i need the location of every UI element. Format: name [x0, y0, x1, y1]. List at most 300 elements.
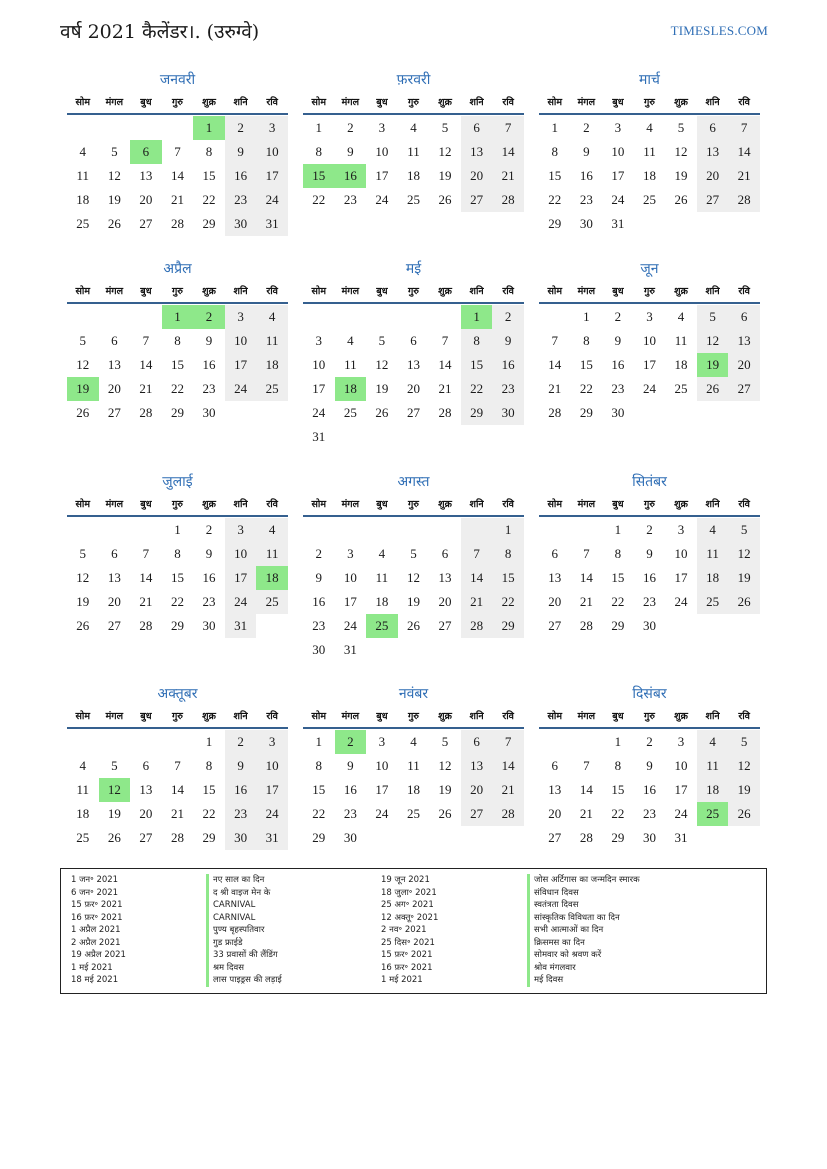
day-cell[interactable]: 17 [343, 594, 357, 609]
day-cell[interactable]: 8 [461, 329, 493, 353]
day-cell[interactable]: 6 [551, 758, 559, 773]
day-cell[interactable]: 12 [375, 357, 389, 372]
day-cell[interactable]: 19 [76, 594, 90, 609]
day-cell[interactable]: 23 [225, 188, 257, 212]
day-cell[interactable]: 27 [548, 830, 562, 845]
day-cell[interactable]: 25 [76, 216, 90, 231]
day-cell[interactable]: 14 [461, 566, 493, 590]
day-cell[interactable]: 22 [611, 594, 625, 609]
day-cell[interactable]: 12 [107, 168, 121, 183]
day-cell[interactable]: 8 [205, 758, 213, 773]
day-cell[interactable]: 9 [205, 333, 213, 348]
day-cell[interactable]: 8 [174, 333, 181, 348]
day-cell[interactable]: 16 [225, 778, 257, 802]
day-cell[interactable]: 24 [256, 802, 288, 826]
day-cell[interactable]: 6 [111, 333, 118, 348]
day-cell[interactable]: 31 [256, 212, 288, 236]
day-cell[interactable]: 30 [225, 212, 257, 236]
day-cell[interactable]: 21 [579, 594, 593, 609]
day-cell[interactable]: 10 [343, 570, 357, 585]
day-cell[interactable]: 4 [378, 546, 386, 561]
day-cell[interactable]: 17 [642, 357, 656, 372]
day-cell[interactable]: 10 [375, 144, 389, 159]
day-cell[interactable]: 5 [378, 333, 386, 348]
day-cell[interactable]: 28 [139, 405, 153, 420]
day-cell[interactable]: 21 [492, 164, 524, 188]
day-cell[interactable]: 3 [256, 116, 288, 140]
day-cell[interactable]: 22 [170, 594, 184, 609]
day-cell[interactable]: 21 [438, 381, 452, 396]
day-cell[interactable]: 24 [225, 590, 257, 614]
day-cell[interactable]: 15 [202, 168, 216, 183]
day-cell[interactable]: 12 [728, 542, 760, 566]
day-cell[interactable]: 20 [548, 806, 562, 821]
day-cell[interactable]: 27 [461, 802, 493, 826]
day-cell[interactable]: 19 [375, 381, 389, 396]
day-cell[interactable]: 5 [697, 305, 729, 329]
day-cell[interactable]: 11 [375, 570, 389, 585]
day-cell[interactable]: 13 [697, 140, 729, 164]
day-cell[interactable]: 6 [728, 305, 760, 329]
day-cell[interactable]: 25 [406, 806, 420, 821]
day-cell[interactable]: 20 [461, 164, 493, 188]
day-cell[interactable]: 26 [406, 618, 420, 633]
day-cell[interactable]: 29 [611, 618, 625, 633]
day-cell[interactable]: 17 [225, 566, 257, 590]
day-cell[interactable]: 6 [461, 730, 493, 754]
day-cell[interactable]: 25 [697, 802, 729, 826]
day-cell[interactable]: 18 [256, 353, 288, 377]
day-cell[interactable]: 14 [548, 357, 562, 372]
day-cell[interactable]: 10 [642, 333, 656, 348]
day-cell[interactable]: 26 [728, 590, 760, 614]
day-cell[interactable]: 11 [256, 329, 288, 353]
day-cell[interactable]: 31 [256, 826, 288, 850]
day-cell[interactable]: 17 [674, 570, 688, 585]
day-cell[interactable]: 9 [646, 546, 653, 561]
day-cell[interactable]: 4 [347, 333, 354, 348]
day-cell[interactable]: 30 [343, 830, 357, 845]
day-cell[interactable]: 17 [225, 353, 257, 377]
day-cell[interactable]: 1 [614, 734, 622, 749]
day-cell[interactable]: 4 [256, 518, 288, 542]
day-cell[interactable]: 14 [492, 754, 524, 778]
day-cell[interactable]: 10 [375, 758, 389, 773]
day-cell[interactable]: 9 [492, 329, 524, 353]
day-cell[interactable]: 18 [256, 566, 288, 590]
day-cell[interactable]: 16 [492, 353, 524, 377]
day-cell[interactable]: 10 [674, 546, 688, 561]
day-cell[interactable]: 11 [407, 144, 420, 159]
day-cell[interactable]: 6 [410, 333, 417, 348]
day-cell[interactable]: 24 [674, 594, 688, 609]
day-cell[interactable]: 2 [646, 734, 653, 749]
day-cell[interactable]: 24 [611, 192, 625, 207]
day-cell[interactable]: 25 [256, 590, 288, 614]
day-cell[interactable]: 9 [583, 144, 590, 159]
day-cell[interactable]: 1 [614, 522, 622, 537]
day-cell[interactable]: 25 [406, 192, 420, 207]
day-cell[interactable]: 16 [579, 168, 593, 183]
day-cell[interactable]: 29 [461, 401, 493, 425]
day-cell[interactable]: 19 [67, 377, 99, 401]
day-cell[interactable]: 20 [107, 594, 121, 609]
day-cell[interactable]: 19 [728, 778, 760, 802]
brand-link[interactable]: TIMESLES.COM [670, 23, 768, 38]
day-cell[interactable]: 16 [335, 164, 367, 188]
day-cell[interactable]: 20 [548, 594, 562, 609]
day-cell[interactable]: 28 [728, 188, 760, 212]
day-cell[interactable]: 9 [225, 754, 257, 778]
day-cell[interactable]: 4 [79, 144, 87, 159]
day-cell[interactable]: 24 [642, 381, 656, 396]
day-cell[interactable]: 28 [579, 830, 593, 845]
day-cell[interactable]: 8 [583, 333, 590, 348]
day-cell[interactable]: 19 [107, 806, 121, 821]
day-cell[interactable]: 7 [492, 116, 524, 140]
day-cell[interactable]: 1 [205, 734, 213, 749]
day-cell[interactable]: 4 [256, 305, 288, 329]
day-cell[interactable]: 30 [579, 216, 593, 231]
day-cell[interactable]: 30 [642, 830, 656, 845]
day-cell[interactable]: 29 [170, 618, 184, 633]
day-cell[interactable]: 3 [614, 120, 622, 135]
day-cell[interactable]: 31 [343, 642, 357, 657]
day-cell[interactable]: 19 [728, 566, 760, 590]
day-cell[interactable]: 22 [611, 806, 625, 821]
day-cell[interactable]: 15 [579, 357, 593, 372]
day-cell[interactable]: 7 [142, 546, 150, 561]
day-cell[interactable]: 14 [438, 357, 452, 372]
day-cell[interactable]: 18 [697, 566, 729, 590]
day-cell[interactable]: 3 [225, 305, 257, 329]
day-cell[interactable]: 7 [583, 546, 590, 561]
day-cell[interactable]: 5 [728, 518, 760, 542]
day-cell[interactable]: 2 [646, 522, 653, 537]
day-cell[interactable]: 27 [461, 188, 493, 212]
day-cell[interactable]: 24 [375, 192, 389, 207]
day-cell[interactable]: 4 [697, 730, 729, 754]
day-cell[interactable]: 29 [579, 405, 593, 420]
day-cell[interactable]: 13 [406, 357, 420, 372]
day-cell[interactable]: 14 [579, 782, 593, 797]
day-cell[interactable]: 5 [441, 120, 449, 135]
day-cell[interactable]: 5 [111, 144, 118, 159]
day-cell[interactable]: 21 [139, 381, 153, 396]
day-cell[interactable]: 23 [343, 192, 357, 207]
day-cell[interactable]: 22 [492, 590, 524, 614]
day-cell[interactable]: 22 [312, 806, 326, 821]
day-cell[interactable]: 8 [315, 758, 323, 773]
day-cell[interactable]: 2 [583, 120, 590, 135]
day-cell[interactable]: 9 [347, 758, 354, 773]
day-cell[interactable]: 26 [76, 405, 90, 420]
day-cell[interactable]: 26 [438, 806, 452, 821]
day-cell[interactable]: 29 [611, 830, 625, 845]
day-cell[interactable]: 23 [579, 192, 593, 207]
day-cell[interactable]: 14 [579, 570, 593, 585]
day-cell[interactable]: 10 [312, 357, 326, 372]
day-cell[interactable]: 13 [107, 570, 121, 585]
day-cell[interactable]: 25 [76, 830, 90, 845]
day-cell[interactable]: 3 [677, 734, 685, 749]
day-cell[interactable]: 9 [225, 140, 257, 164]
day-cell[interactable]: 18 [335, 377, 367, 401]
day-cell[interactable]: 23 [642, 806, 656, 821]
day-cell[interactable]: 8 [551, 144, 559, 159]
day-cell[interactable]: 3 [646, 309, 653, 324]
day-cell[interactable]: 23 [225, 802, 257, 826]
day-cell[interactable]: 23 [611, 381, 625, 396]
day-cell[interactable]: 22 [312, 192, 326, 207]
day-cell[interactable]: 27 [438, 618, 452, 633]
day-cell[interactable]: 29 [170, 405, 184, 420]
day-cell[interactable]: 5 [677, 120, 685, 135]
day-cell[interactable]: 21 [728, 164, 760, 188]
day-cell[interactable]: 1 [193, 116, 225, 140]
day-cell[interactable]: 26 [697, 377, 729, 401]
day-cell[interactable]: 22 [548, 192, 562, 207]
day-cell[interactable]: 20 [139, 806, 153, 821]
day-cell[interactable]: 17 [375, 168, 389, 183]
day-cell[interactable]: 23 [642, 594, 656, 609]
day-cell[interactable]: 18 [76, 806, 90, 821]
day-cell[interactable]: 2 [193, 305, 225, 329]
day-cell[interactable]: 26 [76, 618, 90, 633]
day-cell[interactable]: 1 [315, 734, 323, 749]
day-cell[interactable]: 18 [642, 168, 656, 183]
day-cell[interactable]: 28 [139, 618, 153, 633]
day-cell[interactable]: 22 [461, 377, 493, 401]
day-cell[interactable]: 17 [256, 164, 288, 188]
day-cell[interactable]: 22 [579, 381, 593, 396]
day-cell[interactable]: 1 [162, 305, 194, 329]
day-cell[interactable]: 28 [492, 802, 524, 826]
day-cell[interactable]: 14 [728, 140, 760, 164]
day-cell[interactable]: 3 [378, 120, 386, 135]
day-cell[interactable]: 2 [205, 522, 213, 537]
day-cell[interactable]: 7 [728, 116, 760, 140]
day-cell[interactable]: 15 [170, 570, 184, 585]
day-cell[interactable]: 17 [256, 778, 288, 802]
day-cell[interactable]: 30 [611, 405, 625, 420]
day-cell[interactable]: 11 [697, 542, 729, 566]
day-cell[interactable]: 11 [76, 782, 90, 797]
day-cell[interactable]: 17 [375, 782, 389, 797]
day-cell[interactable]: 9 [614, 333, 622, 348]
day-cell[interactable]: 12 [406, 570, 420, 585]
day-cell[interactable]: 22 [170, 381, 184, 396]
day-cell[interactable]: 2 [315, 546, 323, 561]
day-cell[interactable]: 30 [642, 618, 656, 633]
day-cell[interactable]: 24 [343, 618, 357, 633]
day-cell[interactable]: 25 [697, 590, 729, 614]
day-cell[interactable]: 20 [107, 381, 121, 396]
day-cell[interactable]: 6 [697, 116, 729, 140]
day-cell[interactable]: 12 [76, 357, 90, 372]
day-cell[interactable]: 7 [142, 333, 150, 348]
day-cell[interactable]: 21 [548, 381, 562, 396]
day-cell[interactable]: 24 [312, 405, 326, 420]
day-cell[interactable]: 11 [697, 754, 729, 778]
day-cell[interactable]: 20 [139, 192, 153, 207]
day-cell[interactable]: 11 [76, 168, 90, 183]
day-cell[interactable]: 27 [139, 830, 153, 845]
day-cell[interactable]: 15 [312, 782, 326, 797]
day-cell[interactable]: 27 [107, 405, 121, 420]
day-cell[interactable]: 1 [492, 518, 524, 542]
day-cell[interactable]: 26 [107, 830, 121, 845]
day-cell[interactable]: 31 [674, 830, 688, 845]
day-cell[interactable]: 18 [375, 594, 389, 609]
day-cell[interactable]: 7 [174, 758, 181, 773]
day-cell[interactable]: 30 [492, 401, 524, 425]
day-cell[interactable]: 16 [343, 782, 357, 797]
day-cell[interactable]: 19 [406, 594, 420, 609]
day-cell[interactable]: 16 [225, 164, 257, 188]
day-cell[interactable]: 25 [674, 381, 688, 396]
day-cell[interactable]: 15 [611, 782, 625, 797]
day-cell[interactable]: 24 [256, 188, 288, 212]
day-cell[interactable]: 8 [174, 546, 181, 561]
day-cell[interactable]: 25 [343, 405, 357, 420]
day-cell[interactable]: 27 [107, 618, 121, 633]
day-cell[interactable]: 3 [347, 546, 354, 561]
day-cell[interactable]: 8 [492, 542, 524, 566]
day-cell[interactable]: 2 [225, 116, 257, 140]
day-cell[interactable]: 23 [312, 618, 326, 633]
day-cell[interactable]: 13 [139, 782, 153, 797]
day-cell[interactable]: 13 [548, 570, 562, 585]
day-cell[interactable]: 23 [202, 594, 216, 609]
day-cell[interactable]: 9 [347, 144, 354, 159]
day-cell[interactable]: 20 [461, 778, 493, 802]
day-cell[interactable]: 19 [674, 168, 688, 183]
day-cell[interactable]: 1 [461, 305, 493, 329]
day-cell[interactable]: 4 [646, 120, 653, 135]
day-cell[interactable]: 12 [674, 144, 688, 159]
day-cell[interactable]: 25 [366, 614, 398, 638]
day-cell[interactable]: 2 [492, 305, 524, 329]
day-cell[interactable]: 24 [674, 806, 688, 821]
day-cell[interactable]: 21 [139, 594, 153, 609]
day-cell[interactable]: 15 [548, 168, 562, 183]
day-cell[interactable]: 13 [461, 140, 493, 164]
day-cell[interactable]: 11 [643, 144, 656, 159]
day-cell[interactable]: 16 [642, 782, 656, 797]
day-cell[interactable]: 12 [438, 758, 452, 773]
day-cell[interactable]: 12 [76, 570, 90, 585]
day-cell[interactable]: 18 [406, 782, 420, 797]
day-cell[interactable]: 25 [642, 192, 656, 207]
day-cell[interactable]: 7 [461, 542, 493, 566]
day-cell[interactable]: 29 [548, 216, 562, 231]
day-cell[interactable]: 20 [728, 353, 760, 377]
day-cell[interactable]: 24 [375, 806, 389, 821]
day-cell[interactable]: 6 [551, 546, 559, 561]
day-cell[interactable]: 6 [441, 546, 449, 561]
day-cell[interactable]: 12 [99, 778, 131, 802]
day-cell[interactable]: 31 [225, 614, 257, 638]
day-cell[interactable]: 13 [728, 329, 760, 353]
day-cell[interactable]: 30 [202, 405, 216, 420]
day-cell[interactable]: 21 [492, 778, 524, 802]
day-cell[interactable]: 17 [674, 782, 688, 797]
day-cell[interactable]: 15 [170, 357, 184, 372]
day-cell[interactable]: 4 [410, 734, 417, 749]
day-cell[interactable]: 17 [611, 168, 625, 183]
day-cell[interactable]: 2 [614, 309, 622, 324]
day-cell[interactable]: 18 [697, 778, 729, 802]
day-cell[interactable]: 16 [611, 357, 625, 372]
day-cell[interactable]: 8 [614, 546, 622, 561]
day-cell[interactable]: 16 [312, 594, 326, 609]
day-cell[interactable]: 14 [139, 357, 153, 372]
day-cell[interactable]: 30 [225, 826, 257, 850]
day-cell[interactable]: 28 [579, 618, 593, 633]
day-cell[interactable]: 29 [202, 830, 216, 845]
day-cell[interactable]: 25 [256, 377, 288, 401]
day-cell[interactable]: 12 [728, 754, 760, 778]
day-cell[interactable]: 18 [76, 192, 90, 207]
day-cell[interactable]: 28 [492, 188, 524, 212]
day-cell[interactable]: 4 [677, 309, 685, 324]
day-cell[interactable]: 26 [375, 405, 389, 420]
day-cell[interactable]: 8 [315, 144, 323, 159]
day-cell[interactable]: 3 [378, 734, 386, 749]
day-cell[interactable]: 7 [441, 333, 449, 348]
day-cell[interactable]: 3 [225, 518, 257, 542]
day-cell[interactable]: 6 [142, 758, 150, 773]
day-cell[interactable]: 13 [438, 570, 452, 585]
day-cell[interactable]: 10 [256, 140, 288, 164]
day-cell[interactable]: 31 [611, 216, 625, 231]
day-cell[interactable]: 5 [111, 758, 118, 773]
day-cell[interactable]: 7 [551, 333, 559, 348]
day-cell[interactable]: 10 [225, 329, 257, 353]
day-cell[interactable]: 28 [170, 216, 184, 231]
day-cell[interactable]: 3 [315, 333, 323, 348]
day-cell[interactable]: 6 [130, 140, 162, 164]
day-cell[interactable]: 11 [407, 758, 420, 773]
day-cell[interactable]: 29 [492, 614, 524, 638]
day-cell[interactable]: 18 [674, 357, 688, 372]
day-cell[interactable]: 18 [406, 168, 420, 183]
day-cell[interactable]: 11 [344, 357, 357, 372]
day-cell[interactable]: 1 [315, 120, 323, 135]
day-cell[interactable]: 19 [107, 192, 121, 207]
day-cell[interactable]: 9 [205, 546, 213, 561]
day-cell[interactable]: 3 [256, 730, 288, 754]
day-cell[interactable]: 1 [551, 120, 559, 135]
day-cell[interactable]: 4 [79, 758, 87, 773]
day-cell[interactable]: 26 [438, 192, 452, 207]
day-cell[interactable]: 27 [697, 188, 729, 212]
day-cell[interactable]: 17 [312, 381, 326, 396]
day-cell[interactable]: 12 [697, 329, 729, 353]
day-cell[interactable]: 30 [202, 618, 216, 633]
day-cell[interactable]: 24 [225, 377, 257, 401]
day-cell[interactable]: 29 [202, 216, 216, 231]
day-cell[interactable]: 13 [461, 754, 493, 778]
day-cell[interactable]: 27 [728, 377, 760, 401]
day-cell[interactable]: 28 [170, 830, 184, 845]
day-cell[interactable]: 30 [312, 642, 326, 657]
day-cell[interactable]: 15 [492, 566, 524, 590]
day-cell[interactable]: 6 [461, 116, 493, 140]
day-cell[interactable]: 8 [205, 144, 213, 159]
day-cell[interactable]: 1 [583, 309, 590, 324]
